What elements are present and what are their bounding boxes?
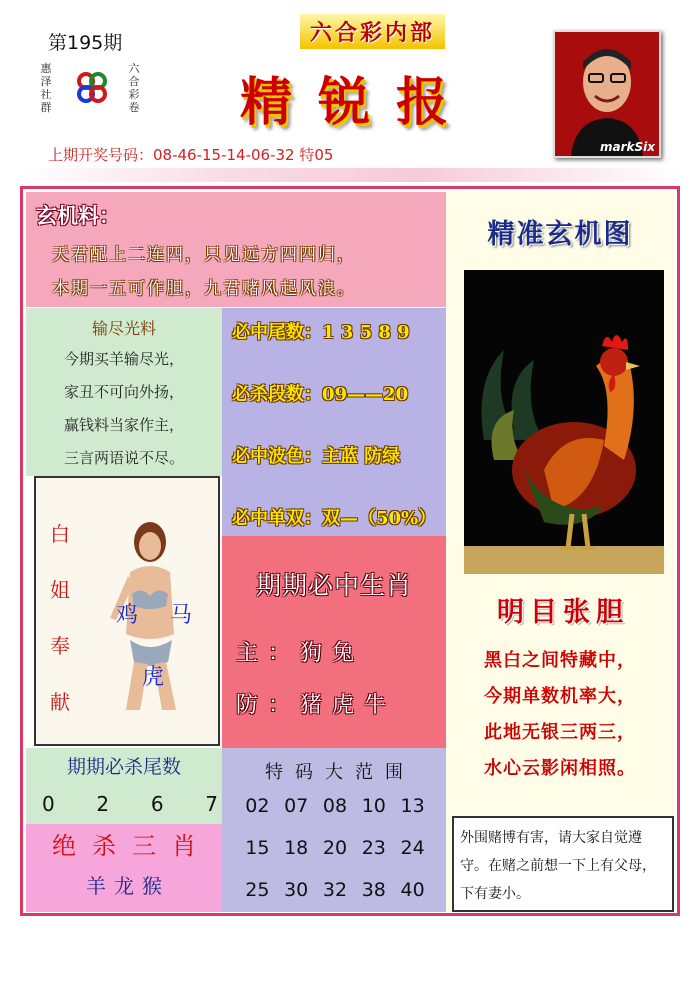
wave-color-line: 必中波色：主蓝 防绿	[232, 446, 401, 467]
portrait-icon	[555, 32, 659, 156]
range-number: 23	[361, 837, 386, 859]
kill-three-animals: 羊龙猴	[86, 874, 170, 898]
right-poem-line-3: 此地无银三两三，	[484, 722, 636, 743]
xuanji-title: 玄机料：	[36, 203, 120, 228]
kill-digit: 7	[205, 792, 218, 816]
kill-digit: 2	[96, 792, 110, 816]
lottery-balls-icon	[72, 68, 112, 108]
photo-caption: markSix	[600, 140, 655, 154]
rooster-icon	[464, 270, 664, 574]
host-photo	[553, 30, 661, 158]
issue-number: 第195期	[48, 32, 123, 54]
range-number: 10	[361, 795, 386, 817]
odd-even-line: 必中单双：双—（50%）	[232, 508, 437, 529]
gambling-warning: 外围赌博有害，请大家自觉遵守。在赌之前想一下上有父母，下有妻小。	[452, 816, 674, 912]
range-number-grid	[238, 790, 432, 906]
shengxiao-guard: 防：猪虎牛	[236, 693, 397, 718]
tail-number-line: 必中尾数：1 3 5 8 9	[232, 322, 410, 343]
range-number: 32	[322, 879, 348, 901]
right-poem-line-4: 水心云影闲相照。	[484, 758, 636, 779]
right-poem-line-1: 黑白之间特藏中，	[484, 650, 636, 671]
shuyu-line-1: 今期买羊输尽光，	[63, 350, 184, 368]
range-number: 13	[400, 795, 425, 817]
range-number: 38	[361, 879, 386, 901]
shengxiao-title: 期期必中生肖	[255, 571, 412, 600]
side-char-3: 奉	[50, 634, 70, 658]
kill-digit: 0	[42, 792, 55, 816]
side-char-1: 白	[50, 522, 70, 546]
xuanji-line-1: 天君配上二连四，只见远方四四归，	[52, 245, 356, 265]
shuyu-line-4: 三言两语说不尽。	[63, 449, 184, 467]
logo-left-text: 惠泽社群	[40, 62, 52, 114]
shengxiao-main: 主：狗兔	[236, 641, 365, 666]
range-number: 07	[284, 795, 309, 817]
range-number: 18	[284, 837, 309, 859]
xuanji-line-2: 本期一五可作胆，九君赌风起风浪。	[52, 279, 356, 299]
logo-right-text: 六合彩卷	[128, 62, 140, 114]
shuyu-line-3: 赢钱料当家作主，	[63, 416, 184, 434]
range-number: 02	[245, 795, 270, 817]
right-poem-line-2: 今期单数机率大，	[484, 686, 636, 707]
kill-tail-digits	[42, 792, 218, 816]
decorative-band	[22, 168, 682, 182]
range-number: 40	[400, 879, 425, 901]
subtitle-banner: 六合彩内部	[300, 14, 445, 49]
range-number: 15	[245, 837, 270, 859]
zodiac-tiger: 虎	[142, 665, 165, 690]
range-number: 20	[322, 837, 348, 859]
zodiac-rooster: 鸡	[116, 603, 139, 628]
side-char-2: 姐	[50, 578, 70, 602]
rooster-title: 明目张胆	[497, 597, 629, 628]
shuyu-title: 输尽光料	[91, 319, 156, 338]
last-draw-numbers: 上期开奖号码：08-46-15-14-06-32 特05	[48, 146, 334, 164]
page-title: 精锐报	[240, 72, 475, 133]
kill-range-line: 必杀段数：09——20	[232, 384, 409, 405]
range-number: 25	[245, 879, 270, 901]
range-number: 08	[322, 795, 348, 817]
side-char-4: 献	[50, 690, 70, 714]
kill-tail-title: 期期必杀尾数	[66, 756, 181, 778]
shuyu-line-2: 家丑不可向外扬，	[63, 383, 184, 401]
right-title: 精准玄机图	[487, 219, 633, 250]
rooster-image	[464, 270, 664, 574]
range-number: 30	[284, 879, 309, 901]
brand-logo	[36, 60, 146, 124]
range-title: 特码大范围	[265, 762, 415, 783]
kill-digit: 6	[150, 792, 164, 816]
range-number: 24	[400, 837, 425, 859]
zodiac-horse: 马	[170, 603, 193, 628]
kill-three-title: 绝杀三肖	[52, 832, 212, 860]
